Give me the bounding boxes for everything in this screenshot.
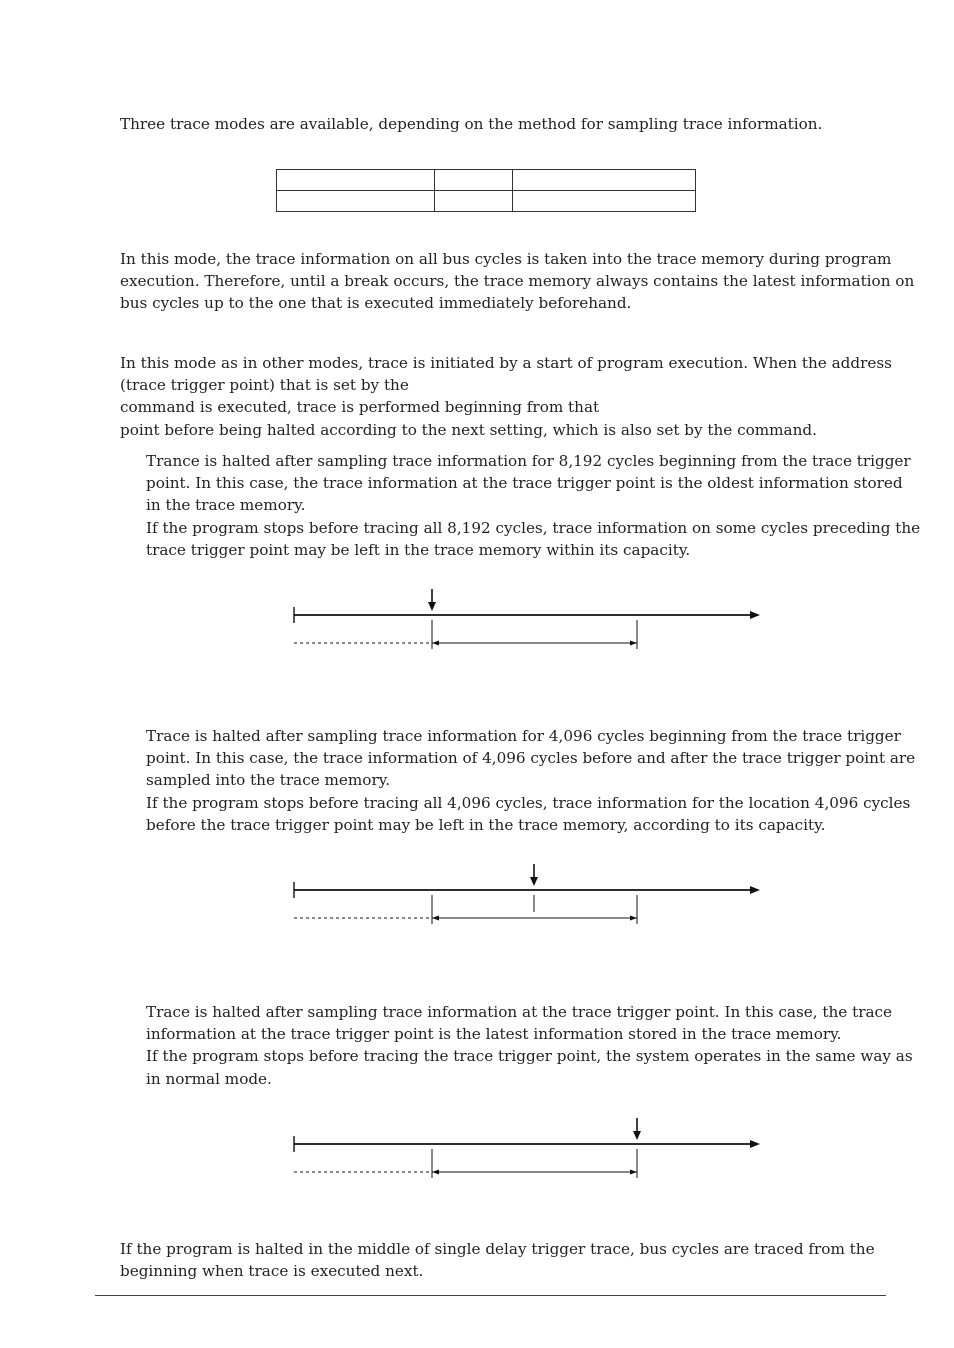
intro-paragraph: Three trace modes are available, depending on the method for sampling trace information. <box>120 115 823 133</box>
table-cell <box>435 191 513 212</box>
trigger-arrow-icon <box>633 1131 641 1140</box>
range-arrow-right <box>630 1170 637 1175</box>
table-cell <box>435 170 513 191</box>
end-trigger-diagram-svg <box>280 1114 780 1184</box>
start-trigger-diagram <box>280 585 780 655</box>
note-paragraph: If the program is halted in the middle of single delay trigger trace, bus cycles are traced from the beginning when trace is executed next. <box>120 1240 875 1281</box>
end-trigger-paragraph: Trace is halted after sampling trace information at the trace trigger point. In this case, the trace information at the trace trigger point is the latest information stored in the trace memory. If the program stops before tracing the trace trigger point, the system operates in the same way as in normal mode. <box>146 1003 913 1088</box>
normal-mode-paragraph: In this mode, the trace information on all bus cycles is taken into the trace memory during program execution. Therefore, until a break occurs, the trace memory always contains the latest information on bus cycles up to the one that is executed immediately beforehand. <box>120 250 915 313</box>
trigger-arrow-icon <box>428 602 436 611</box>
table-cell <box>513 191 696 212</box>
trigger-arrow-icon <box>530 877 538 886</box>
range-arrow-right <box>630 641 637 646</box>
range-arrow-left <box>432 1170 439 1175</box>
range-arrow-right <box>630 916 637 921</box>
timeline-arrowhead <box>750 886 760 894</box>
footer-divider <box>95 1295 886 1296</box>
table-row <box>277 170 696 191</box>
table-cell <box>513 170 696 191</box>
middle-trigger-paragraph: Trace is halted after sampling trace information for 4,096 cycles beginning from the trace trigger point. In this case, the trace information of 4,096 cycles before and after the trace trigger point are sampled into the trace memory. If the program stops before tracing all 4,096 cycles, trace information for the location 4,096 cycles before the trace trigger point may be left in the trace memory, according to its capacity. <box>146 727 916 834</box>
table-cell <box>277 170 435 191</box>
end-trigger-diagram <box>280 1114 780 1184</box>
middle-trigger-diagram <box>280 860 780 930</box>
timeline-arrowhead <box>750 1140 760 1148</box>
trigger-mode-paragraph: In this mode as in other modes, trace is initiated by a start of program execution. When the address (trace trigger point) that is set by the command is executed, trace is performed beginning from that point before being halted according to the next setting, which is also set by the command. <box>120 354 892 439</box>
trigger-mode-line2: (trace trigger point) that is set by the command is executed, trace is performed beginning from that <box>120 376 600 417</box>
table-row <box>277 191 696 212</box>
start-trigger-diagram-svg <box>280 585 780 655</box>
range-arrow-left <box>432 641 439 646</box>
timeline-arrowhead <box>750 611 760 619</box>
start-trigger-paragraph: Trance is halted after sampling trace information for 8,192 cycles beginning from the trace trigger point. In this case, the trace information at the trace trigger point is the oldest information stored in the trace memory. If the program stops before tracing all 8,192 cycles, trace information on some cycles preceding the trace trigger point may be left in the trace memory within its capacity. <box>146 452 921 559</box>
table-cell <box>277 191 435 212</box>
middle-trigger-diagram-svg <box>280 860 780 930</box>
range-arrow-left <box>432 916 439 921</box>
trace-modes-table <box>276 169 696 212</box>
